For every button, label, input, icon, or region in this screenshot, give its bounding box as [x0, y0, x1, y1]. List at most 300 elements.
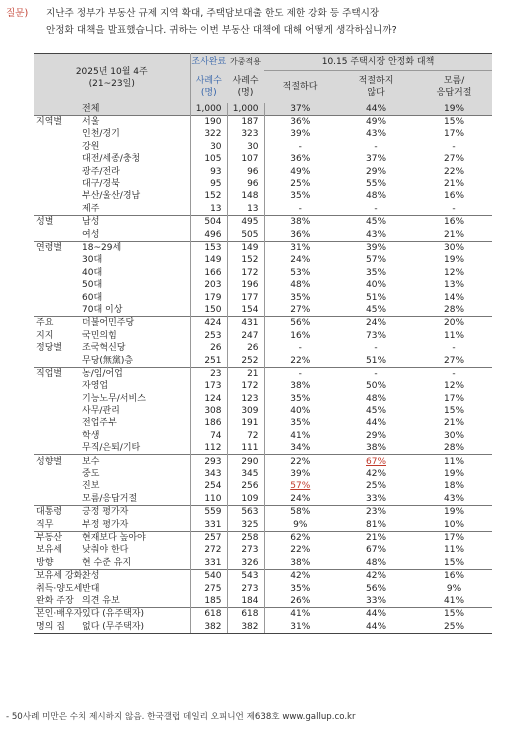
row-completed-count: 153 [190, 241, 227, 254]
row-appropriate-pct: 38% [264, 216, 336, 229]
table-row [34, 241, 492, 254]
table-row [34, 115, 492, 128]
row-group-label [34, 228, 80, 241]
table-row [34, 367, 492, 380]
row-dunno-pct: 12% [444, 267, 465, 278]
row-inappropriate-pct: 51% [366, 355, 387, 366]
row-inappropriate-pct: 43% [366, 129, 387, 140]
row-weighted-count: 172 [227, 267, 264, 279]
row-completed-count: 618 [190, 608, 227, 621]
row-weighted-count: 325 [227, 518, 264, 531]
row-weighted-count: 123 [227, 392, 264, 404]
row-weighted-count: 258 [227, 531, 264, 544]
row-dunno-pct: 21% [444, 229, 465, 240]
row-label: 더불어민주당 [80, 317, 190, 330]
row-weighted-count: 543 [227, 569, 264, 582]
row-weighted-count: 187 [227, 115, 264, 128]
row-completed-count: 203 [190, 279, 227, 291]
table-row [34, 430, 492, 442]
row-weighted-count: 247 [227, 330, 264, 342]
row-appropriate-pct: - [264, 367, 336, 380]
row-weighted-count: 96 [227, 165, 264, 177]
table-row [34, 342, 492, 354]
header-inappropriate [336, 71, 416, 103]
row-appropriate-pct: 31% [264, 241, 336, 254]
row-dunno-pct: 21% [444, 418, 465, 429]
row-dunno-pct: 15% [444, 557, 465, 568]
row-completed-count: 540 [190, 569, 227, 582]
row-group-label: 성별 [34, 216, 80, 229]
row-dunno-pct: 19% [416, 506, 492, 519]
row-label: 반대 [82, 583, 100, 594]
row-dunno-pct: 28% [444, 304, 465, 315]
row-group-label [34, 103, 80, 116]
row-appropriate-pct: 35% [264, 392, 336, 404]
row-inappropriate-pct: - [374, 343, 378, 354]
row-inappropriate-pct: 50% [366, 381, 387, 392]
row-label: 있다 (유주택자) [80, 608, 190, 621]
row-completed-count: 74 [190, 430, 227, 442]
row-label: 진보 [82, 481, 100, 492]
row-appropriate-pct: 49% [264, 165, 336, 177]
row-group-label [34, 128, 80, 140]
row-completed-count: 253 [190, 330, 227, 342]
row-inappropriate-pct: 29% [366, 166, 387, 177]
header-weighted-top: 가중적용 [227, 54, 264, 71]
row-weighted-count: 109 [227, 493, 264, 506]
table-row [34, 254, 492, 266]
table-row [34, 279, 492, 291]
row-label: 부정 평가자 [82, 519, 129, 530]
row-group-label: 성향별 [34, 455, 80, 468]
row-dunno-pct: 21% [444, 179, 465, 190]
row-label: 무당(無黨)층 [82, 355, 134, 366]
row-inappropriate-pct: 44% [336, 103, 416, 116]
table-row [34, 203, 492, 216]
row-dunno-pct: 19% [416, 103, 492, 116]
header-dunno [416, 71, 492, 103]
table-row [34, 557, 492, 570]
row-dunno-pct: 9% [446, 583, 462, 594]
row-dunno-pct: 11% [416, 455, 492, 468]
table-row [34, 165, 492, 177]
row-dunno-pct: 27% [444, 154, 465, 165]
row-appropriate-pct: - [264, 342, 336, 354]
row-appropriate-pct: 22% [264, 544, 336, 556]
table-row [34, 518, 492, 531]
row-completed-count: 1,000 [190, 103, 227, 116]
row-weighted-count: 148 [227, 190, 264, 202]
row-completed-count: 254 [190, 480, 227, 492]
row-inappropriate-pct: 24% [336, 317, 416, 330]
row-completed-count: 251 [190, 354, 227, 367]
row-appropriate-pct: 38% [264, 557, 336, 570]
row-inappropriate-pct: 21% [336, 531, 416, 544]
table-row [34, 380, 492, 392]
row-dunno-pct: 15% [444, 406, 465, 417]
row-dunno-pct: 19% [444, 255, 465, 266]
row-completed-count: 13 [190, 203, 227, 216]
row-group-label [34, 442, 80, 455]
row-label: 국민의힘 [82, 330, 117, 341]
header-appropriate: 적절하다 [264, 71, 336, 103]
row-label: 없다 (무주택자) [80, 621, 190, 634]
row-dunno-pct: 41% [444, 595, 465, 606]
row-weighted-count: 191 [227, 417, 264, 429]
row-weighted-count: 149 [227, 241, 264, 254]
header-dunno-line-1: 모름/ [443, 75, 465, 86]
row-label: 18~29세 [80, 241, 190, 254]
row-label: 70대 이상 [82, 304, 123, 315]
row-label: 강원 [82, 141, 100, 152]
header-date-line-2: (21~23일) [88, 79, 135, 90]
row-group-label [34, 291, 80, 303]
row-completed-count: 382 [190, 621, 227, 634]
row-completed-count: 26 [190, 342, 227, 354]
row-inappropriate-pct: 33% [366, 595, 387, 606]
row-label: 보수 [80, 455, 190, 468]
row-group-label: 지지 [36, 330, 54, 341]
row-label: 찬성 [80, 569, 190, 582]
row-label: 현 수준 유지 [82, 557, 132, 568]
row-group-label [34, 203, 80, 216]
row-completed-count: 424 [190, 317, 227, 330]
row-appropriate-pct: 58% [264, 506, 336, 519]
row-appropriate-pct: 22% [264, 354, 336, 367]
table-row [34, 354, 492, 367]
row-appropriate-pct: 40% [264, 405, 336, 417]
row-appropriate-pct: 34% [264, 442, 336, 455]
table-row [34, 304, 492, 317]
row-appropriate-pct: 36% [264, 228, 336, 241]
row-inappropriate-pct: 45% [366, 304, 387, 315]
row-weighted-count: 505 [227, 228, 264, 241]
row-appropriate-pct: 41% [264, 608, 336, 621]
row-label: 부산/울산/경남 [82, 191, 141, 202]
row-inappropriate-pct: 23% [336, 506, 416, 519]
table-row [34, 317, 492, 330]
row-label: 자영업 [82, 381, 109, 392]
row-group-label: 정당별 [36, 343, 63, 354]
row-group-label: 직업별 [34, 367, 80, 380]
row-inappropriate-pct: 44% [336, 621, 416, 634]
row-group-label: 방향 [36, 557, 54, 568]
row-weighted-count: 111 [227, 442, 264, 455]
row-completed-count: 112 [190, 442, 227, 455]
row-dunno-pct: 25% [416, 621, 492, 634]
row-appropriate-pct: 36% [264, 115, 336, 128]
row-dunno-pct: - [452, 203, 456, 214]
row-inappropriate-pct: 37% [366, 154, 387, 165]
row-dunno-pct: 20% [416, 317, 492, 330]
header-date [34, 54, 190, 103]
row-group-label [34, 190, 80, 202]
row-appropriate-pct: 35% [264, 582, 336, 594]
row-weighted-count: 495 [227, 216, 264, 229]
table-row [34, 291, 492, 303]
row-dunno-pct: 11% [444, 545, 465, 556]
row-weighted-count: 154 [227, 304, 264, 317]
table-row [34, 455, 492, 468]
table-row [34, 216, 492, 229]
row-weighted-count: 30 [227, 141, 264, 153]
row-group-label [34, 468, 80, 480]
question-block [6, 5, 506, 39]
table-row [34, 569, 492, 582]
row-dunno-pct: 27% [444, 355, 465, 366]
row-completed-count: 23 [190, 367, 227, 380]
table-row [34, 103, 492, 116]
row-completed-count: 150 [190, 304, 227, 317]
row-group-label: 직무 [36, 519, 54, 530]
row-label: 전업주부 [82, 418, 117, 429]
table-row [34, 153, 492, 165]
row-label: 대전/세종/충청 [82, 154, 141, 165]
row-weighted-count: 273 [227, 582, 264, 594]
row-appropriate-pct: 42% [264, 569, 336, 582]
row-weighted-count: 563 [227, 506, 264, 519]
row-weighted-count: 431 [227, 317, 264, 330]
row-completed-count: 105 [190, 153, 227, 165]
row-completed-count: 93 [190, 165, 227, 177]
row-completed-count: 257 [190, 531, 227, 544]
question-line-1: 지난주 정부가 부동산 규제 지역 확대, 주택담보대출 한도 제한 강화 등 주택시장 [46, 8, 380, 19]
row-weighted-count: 618 [227, 608, 264, 621]
row-dunno-pct: - [452, 343, 456, 354]
row-group-label: 본인·배우자 [36, 609, 83, 620]
row-weighted-count: 152 [227, 254, 264, 266]
row-label: 여성 [82, 229, 100, 240]
row-dunno-pct: 16% [416, 216, 492, 229]
row-label: 학생 [82, 430, 100, 441]
row-weighted-count: 13 [227, 203, 264, 216]
row-group-label [34, 254, 80, 266]
row-group-label [34, 354, 80, 367]
row-dunno-pct: - [416, 367, 492, 380]
row-dunno-pct: 17% [444, 393, 465, 404]
row-completed-count: 95 [190, 178, 227, 190]
row-dunno-pct: 18% [444, 481, 465, 492]
header-dunno-line-2: 응답거절 [436, 87, 472, 98]
row-weighted-count: 107 [227, 153, 264, 165]
header-completed-top: 조사완료 [190, 54, 227, 71]
row-group-label: 명의 집 [34, 621, 80, 634]
row-group-label [34, 380, 80, 392]
row-appropriate-pct: 41% [264, 430, 336, 442]
row-appropriate-pct: 31% [264, 621, 336, 634]
row-completed-count: 275 [190, 582, 227, 594]
row-appropriate-pct: 62% [264, 531, 336, 544]
row-completed-count: 30 [190, 141, 227, 153]
row-appropriate-pct: 38% [264, 380, 336, 392]
table-row [34, 417, 492, 429]
table-row [34, 392, 492, 404]
row-group-label [34, 304, 80, 317]
header-completed-unit: (명) [200, 87, 217, 98]
row-completed-count: 308 [190, 405, 227, 417]
row-group-label [34, 178, 80, 190]
row-dunno-pct: 30% [416, 241, 492, 254]
row-group-label [34, 165, 80, 177]
row-inappropriate-pct: 40% [366, 280, 387, 291]
row-inappropriate-pct: 81% [366, 519, 387, 530]
row-appropriate-pct: 24% [264, 493, 336, 506]
row-weighted-count: 256 [227, 480, 264, 492]
header-weighted-unit: (명) [237, 87, 254, 98]
row-inappropriate-pct: 45% [366, 406, 387, 417]
row-appropriate-pct: 36% [264, 153, 336, 165]
table-body [34, 103, 492, 634]
row-group-label [34, 493, 80, 506]
row-dunno-pct: 15% [416, 608, 492, 621]
row-weighted-count: 345 [227, 468, 264, 480]
row-completed-count: 173 [190, 380, 227, 392]
row-label: 60대 [82, 292, 103, 303]
row-completed-count: 190 [190, 115, 227, 128]
row-group-label: 연령별 [34, 241, 80, 254]
row-label: 무직/은퇴/기타 [82, 443, 141, 454]
row-label: 40대 [82, 267, 103, 278]
row-completed-count: 272 [190, 544, 227, 556]
row-label: 현재보다 높아야 [80, 531, 190, 544]
row-appropriate-pct: - [264, 203, 336, 216]
row-appropriate-pct: 35% [264, 417, 336, 429]
table-row [34, 506, 492, 519]
row-inappropriate-pct: 48% [366, 393, 387, 404]
table-row [34, 442, 492, 455]
row-group-label [34, 141, 80, 153]
row-completed-count: 496 [190, 228, 227, 241]
row-dunno-pct: 28% [444, 443, 465, 454]
row-label: 조국혁신당 [82, 343, 126, 354]
row-label: 인천/경기 [82, 129, 120, 140]
row-group-label: 지역별 [34, 115, 80, 128]
row-completed-count: 504 [190, 216, 227, 229]
row-completed-count: 179 [190, 291, 227, 303]
row-dunno-pct: 30% [444, 430, 465, 441]
row-label: 30대 [82, 255, 103, 266]
row-group-label: 대통령 [34, 506, 80, 519]
row-appropriate-pct: 35% [264, 291, 336, 303]
row-weighted-count: 72 [227, 430, 264, 442]
row-inappropriate-pct: 38% [366, 443, 387, 454]
row-completed-count: 293 [190, 455, 227, 468]
row-inappropriate-pct: 48% [366, 191, 387, 202]
table-row [34, 141, 492, 153]
row-group-label: 취득·양도세 [36, 583, 83, 594]
row-inappropriate-pct: 67% [366, 545, 387, 556]
row-label: 사무/관리 [82, 406, 120, 417]
row-inappropriate-pct: 33% [366, 493, 387, 504]
row-label: 전체 [80, 103, 190, 116]
row-label: 낮춰야 한다 [82, 545, 129, 556]
header-policy-group: 10.15 주택시장 안정화 대책 [264, 54, 492, 71]
row-appropriate-pct: 16% [264, 330, 336, 342]
row-appropriate-pct: 56% [264, 317, 336, 330]
row-weighted-count: 177 [227, 291, 264, 303]
row-inappropriate-pct: - [374, 141, 378, 152]
row-label: 서울 [80, 115, 190, 128]
header-date-line-1: 2025년 10월 4주 [75, 67, 148, 78]
row-appropriate-pct: 27% [264, 304, 336, 317]
table-row [34, 405, 492, 417]
row-inappropriate-pct: 73% [366, 330, 387, 341]
row-dunno-pct: 12% [444, 381, 465, 392]
row-appropriate-pct: 48% [264, 279, 336, 291]
row-dunno-pct: 16% [444, 191, 465, 202]
row-inappropriate-pct: 45% [336, 216, 416, 229]
header-inappropriate-line-2: 않다 [367, 87, 385, 98]
row-appropriate-pct: 9% [264, 518, 336, 531]
row-inappropriate-pct: - [374, 203, 378, 214]
row-dunno-pct: 17% [416, 531, 492, 544]
row-weighted-count: 26 [227, 342, 264, 354]
row-weighted-count: 196 [227, 279, 264, 291]
row-label: 의견 유보 [82, 595, 120, 606]
row-inappropriate-pct: 56% [366, 583, 387, 594]
row-appropriate-pct: 53% [264, 267, 336, 279]
row-completed-count: 186 [190, 417, 227, 429]
row-inappropriate-pct: 67% [336, 455, 416, 468]
row-label: 제주 [82, 203, 100, 214]
header-completed-count [190, 71, 227, 103]
row-inappropriate-pct: 55% [366, 179, 387, 190]
row-group-label [34, 417, 80, 429]
row-completed-count: 166 [190, 267, 227, 279]
question-line-2: 안정화 대책을 발표했습니다. 귀하는 이번 부동산 대책에 대해 어떻게 생각하십니까? [46, 25, 397, 36]
row-appropriate-pct: 39% [264, 128, 336, 140]
row-label: 긍정 평가자 [80, 506, 190, 519]
row-dunno-pct: 16% [416, 569, 492, 582]
row-group-label [34, 267, 80, 279]
row-inappropriate-pct: 42% [366, 469, 387, 480]
row-appropriate-pct: 24% [264, 254, 336, 266]
row-group-label [34, 480, 80, 492]
row-weighted-count: 21 [227, 367, 264, 380]
row-inappropriate-pct: 44% [336, 608, 416, 621]
row-group-label: 완화 주장 [36, 595, 74, 606]
row-label: 중도 [82, 469, 100, 480]
row-group-label [34, 405, 80, 417]
row-dunno-pct: 19% [444, 469, 465, 480]
row-dunno-pct: - [452, 141, 456, 152]
row-completed-count: 331 [190, 557, 227, 570]
row-weighted-count: 96 [227, 178, 264, 190]
row-completed-count: 322 [190, 128, 227, 140]
table-row [34, 531, 492, 544]
row-weighted-count: 290 [227, 455, 264, 468]
table-row [34, 595, 492, 608]
row-weighted-count: 323 [227, 128, 264, 140]
row-appropriate-pct: 35% [264, 190, 336, 202]
header-inappropriate-line-1: 적절하지 [358, 75, 394, 86]
table-row [34, 190, 492, 202]
row-dunno-pct: 14% [444, 292, 465, 303]
row-inappropriate-pct: 49% [336, 115, 416, 128]
table-row [34, 582, 492, 594]
row-label: 남성 [80, 216, 190, 229]
row-appropriate-pct: 26% [264, 595, 336, 608]
table-row [34, 544, 492, 556]
row-inappropriate-pct: 29% [366, 430, 387, 441]
row-label: 기능노무/서비스 [82, 393, 146, 404]
row-completed-count: 149 [190, 254, 227, 266]
row-weighted-count: 326 [227, 557, 264, 570]
row-appropriate-pct: 37% [264, 103, 336, 116]
row-dunno-pct: 11% [444, 330, 465, 341]
footnote: - 50사례 미만은 수치 제시하지 않음. 한국갤럽 데일리 오피니언 제638호 www.gallup.co.kr [6, 712, 356, 722]
row-dunno-pct: 15% [416, 115, 492, 128]
